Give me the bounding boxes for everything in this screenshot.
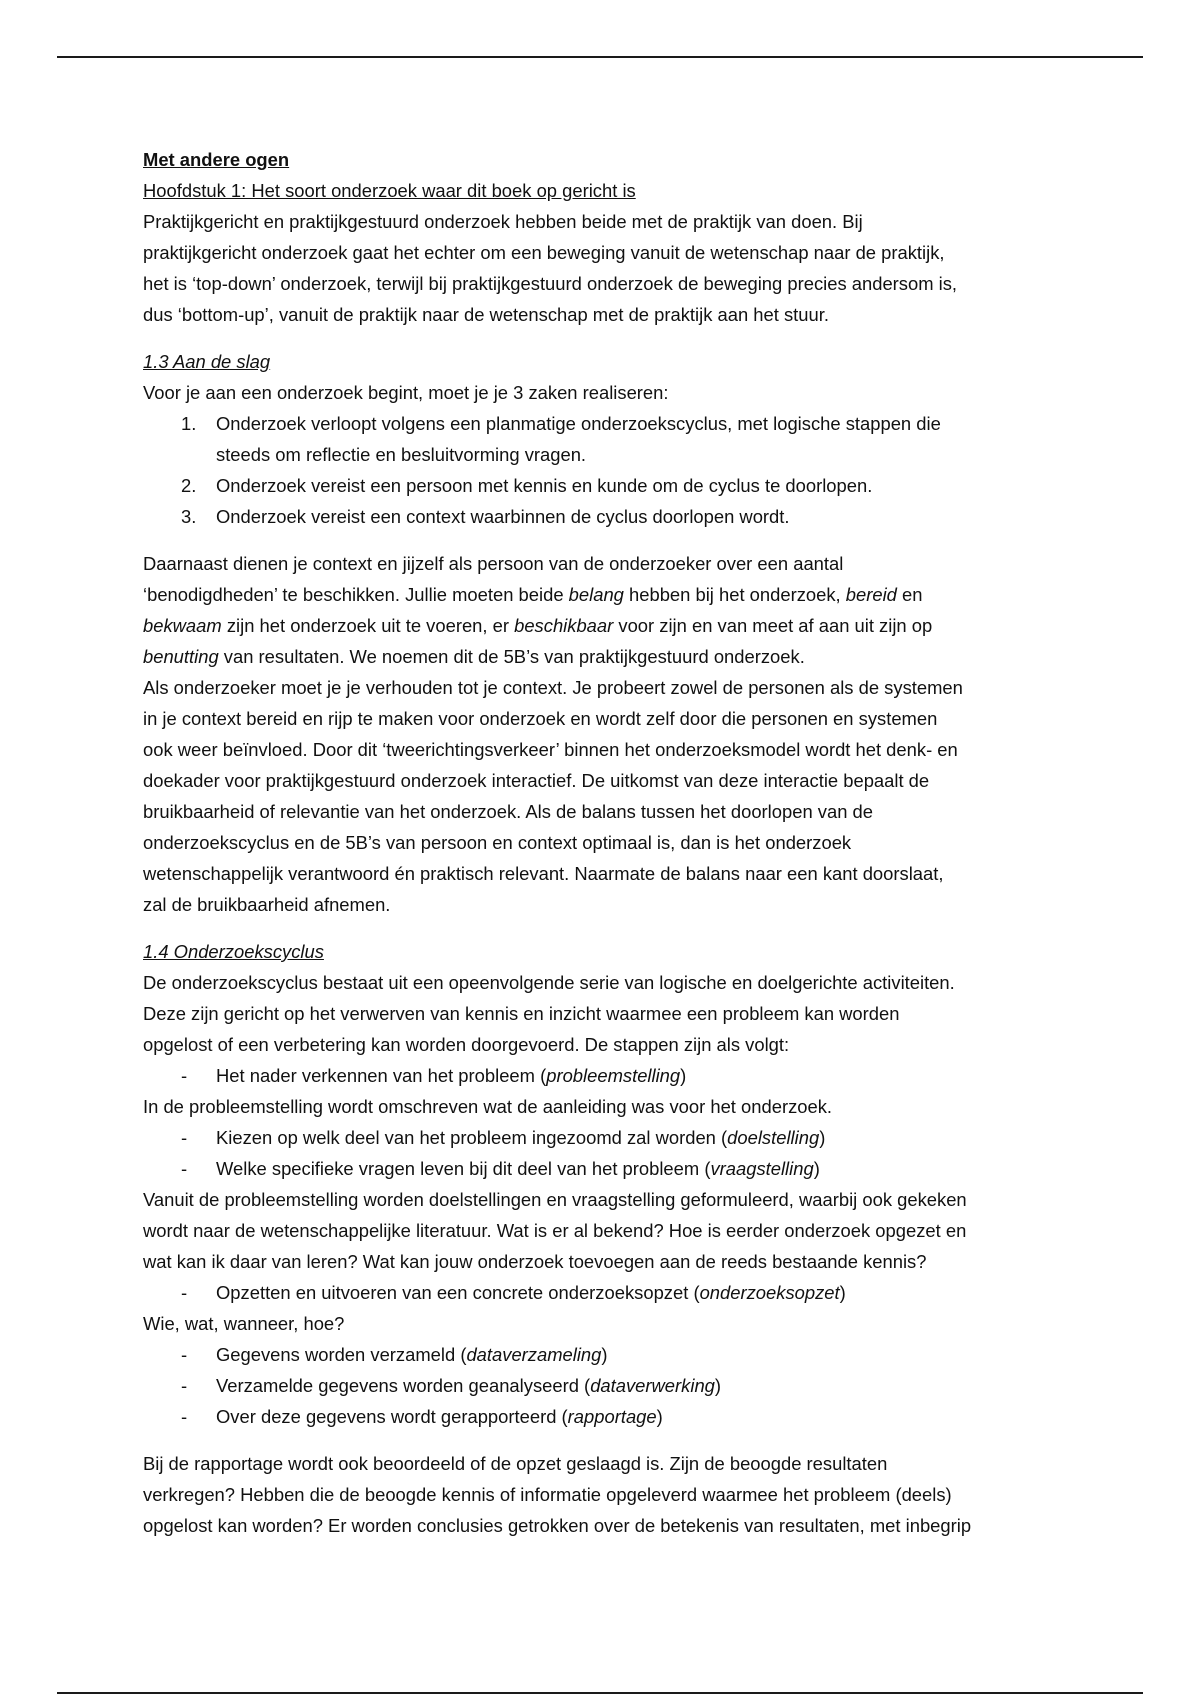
paragraph-line: dus ‘bottom-up’, vanuit de praktijk naar de wetenschap met de praktijk aan het stuur. [143, 304, 829, 325]
paragraph-line: zal de bruikbaarheid afnemen. [143, 894, 391, 915]
paragraph-line [143, 610, 1063, 641]
list-number: 3. [181, 506, 197, 527]
text-run: Over deze gegevens wordt gerapporteerd ( [216, 1406, 568, 1427]
bullet-dash: - [181, 1282, 188, 1303]
paragraph-line: in je context bereid en rijp te maken voor onderzoek en wordt zelf door die personen en systemen [143, 708, 938, 729]
step-note-paragraph [143, 1184, 1063, 1277]
text-run: ) [680, 1065, 687, 1086]
step-note: Wie, wat, wanneer, hoe? [143, 1313, 345, 1334]
emphasis-term: belang [568, 584, 624, 605]
paragraph-line: wordt naar de wetenschappelijke literatuur. Wat is er al bekend? Hoe is eerder onderzoek opgezet en [143, 1220, 967, 1241]
paragraph-line: Als onderzoeker moet je je verhouden tot je context. Je probeert zowel de personen als de systemen [143, 677, 963, 698]
context-paragraph [143, 672, 1063, 920]
intro-paragraph [143, 206, 1063, 330]
paragraph-line: Daarnaast dienen je context en jijzelf als persoon van de onderzoeker over een aantal [143, 553, 844, 574]
paragraph-line: verkregen? Hebben die de beoogde kennis of informatie opgeleverd waarmee het probleem (deels) [143, 1484, 952, 1505]
paragraph-line: Bij de rapportage wordt ook beoordeeld of de opzet geslaagd is. Zijn de beoogde resultaten [143, 1453, 888, 1474]
text-run: ) [656, 1406, 663, 1427]
list-item-text: steeds om reflectie en besluitvorming vragen. [216, 444, 587, 465]
five-b-paragraph [143, 548, 1063, 672]
text-run: Verzamelde gegevens worden geanalyseerd ( [216, 1375, 591, 1396]
list-item-text: Onderzoek vereist een persoon met kennis en kunde om de cyclus te doorlopen. [216, 475, 873, 496]
list-number: 1. [181, 413, 197, 434]
bullet-item [143, 1277, 1063, 1308]
document-title: Met andere ogen [143, 149, 290, 170]
emphasis-term: doelstelling [727, 1127, 820, 1148]
emphasis-term: bekwaam [143, 615, 222, 636]
emphasis-term: dataverzameling [466, 1344, 602, 1365]
paragraph-line: Vanuit de probleemstelling worden doelstellingen en vraagstelling geformuleerd, waarbij ook gekeken [143, 1189, 967, 1210]
emphasis-term: beschikbaar [514, 615, 614, 636]
paragraph-spacer [143, 920, 1063, 936]
emphasis-term: dataverwerking [590, 1375, 715, 1396]
list-number: 2. [181, 475, 197, 496]
text-run: ) [813, 1158, 820, 1179]
numbered-list [143, 408, 1063, 532]
chapter-heading: Hoofdstuk 1: Het soort onderzoek waar dit boek op gericht is [143, 180, 636, 201]
bullet-dash: - [181, 1127, 188, 1148]
paragraph-line: ook weer beïnvloed. Door dit ‘tweerichtingsverkeer’ binnen het onderzoeksmodel wordt het denk- en [143, 739, 958, 760]
text-run: Opzetten en uitvoeren van een concrete onderzoeksopzet ( [216, 1282, 700, 1303]
paragraph-line: Deze zijn gericht op het verwerven van kennis en inzicht waarmee een probleem kan worden [143, 1003, 900, 1024]
paragraph-line [143, 641, 1063, 672]
paragraph-spacer [143, 1432, 1063, 1448]
emphasis-term: rapportage [567, 1406, 657, 1427]
text-run: hebben bij het onderzoek, [623, 584, 846, 605]
paragraph-spacer [143, 532, 1063, 548]
paragraph-line: onderzoekscyclus en de 5B’s van persoon en context optimaal is, dan is het onderzoek [143, 832, 852, 853]
list-item [143, 501, 1063, 532]
text-run: ) [839, 1282, 846, 1303]
bullet-dash: - [181, 1344, 188, 1365]
section-lead: Voor je aan een onderzoek begint, moet je je 3 zaken realiseren: [143, 382, 669, 403]
emphasis-term: onderzoeksopzet [699, 1282, 840, 1303]
header-rule [57, 56, 1143, 58]
text-run: ) [714, 1375, 722, 1396]
paragraph-line: wetenschappelijk verantwoord én praktisch relevant. Naarmate de balans naar een kant doorslaat, [143, 863, 944, 884]
bullet-dash: - [181, 1065, 188, 1086]
text-run: ‘benodigdheden’ te beschikken. Jullie moeten beide [143, 584, 569, 605]
text-run: ) [601, 1344, 608, 1365]
list-item-text: Onderzoek vereist een context waarbinnen de cyclus doorlopen wordt. [216, 506, 790, 527]
bullet-item [143, 1401, 1063, 1432]
text-run: van resultaten. We noemen dit de 5B’s van praktijkgestuurd onderzoek. [218, 646, 805, 667]
emphasis-term: benutting [143, 646, 219, 667]
paragraph-line: wat kan ik daar van leren? Wat kan jouw onderzoek toevoegen aan de reeds bestaande kennis? [143, 1251, 927, 1272]
bullet-item [143, 1060, 1063, 1091]
bullet-item [143, 1153, 1063, 1184]
paragraph-line: doekader voor praktijkgestuurd onderzoek interactief. De uitkomst van deze interactie bepaalt de [143, 770, 930, 791]
bullet-dash: - [181, 1375, 188, 1396]
footer-rule [57, 1692, 1143, 1694]
paragraph-line: opgelost kan worden? Er worden conclusies getrokken over de betekenis van resultaten, met inbegrip [143, 1515, 972, 1536]
bullet-item [143, 1370, 1063, 1401]
section-heading-1-4: 1.4 Onderzoekscyclus [143, 941, 324, 962]
paragraph-spacer [143, 330, 1063, 346]
paragraph-line: het is ‘top-down’ onderzoek, terwijl bij praktijkgestuurd onderzoek de beweging precies andersom is, [143, 273, 958, 294]
paragraph-line: De onderzoekscyclus bestaat uit een opeenvolgende serie van logische en doelgerichte activiteiten. [143, 972, 955, 993]
emphasis-term: bereid [845, 584, 897, 605]
list-item [143, 470, 1063, 501]
closing-paragraph [143, 1448, 1063, 1541]
paragraph-line: Praktijkgericht en praktijkgestuurd onderzoek hebben beide met de praktijk van doen. Bij [143, 211, 863, 232]
paragraph-line: bruikbaarheid of relevantie van het onderzoek. Als de balans tussen het doorlopen van de [143, 801, 873, 822]
text-run: Kiezen op welk deel van het probleem ingezoomd zal worden ( [216, 1127, 728, 1148]
bullet-dash: - [181, 1158, 188, 1179]
document-body [143, 144, 1063, 1541]
list-item-text: Onderzoek verloopt volgens een planmatige onderzoekscyclus, met logische stappen die [216, 413, 941, 434]
paragraph-line: praktijkgericht onderzoek gaat het echter om een beweging vanuit de wetenschap naar de praktijk, [143, 242, 945, 263]
cycle-intro-paragraph [143, 967, 1063, 1060]
emphasis-term: vraagstelling [710, 1158, 814, 1179]
section-heading-1-3: 1.3 Aan de slag [143, 351, 271, 372]
list-item [143, 408, 1063, 470]
bullet-item [143, 1339, 1063, 1370]
text-run: en [896, 584, 923, 605]
text-run: voor zijn en van meet af aan uit zijn op [613, 615, 933, 636]
text-run: Het nader verkennen van het probleem ( [216, 1065, 547, 1086]
text-run: zijn het onderzoek uit te voeren, er [221, 615, 515, 636]
step-note: In de probleemstelling wordt omschreven wat de aanleiding was voor het onderzoek. [143, 1096, 833, 1117]
bullet-dash: - [181, 1406, 188, 1427]
paragraph-line [143, 579, 1063, 610]
bullet-item [143, 1122, 1063, 1153]
text-run: ) [819, 1127, 826, 1148]
emphasis-term: probleemstelling [546, 1065, 681, 1086]
text-run: Welke specifieke vragen leven bij dit deel van het probleem ( [216, 1158, 711, 1179]
paragraph-line: opgelost of een verbetering kan worden doorgevoerd. De stappen zijn als volgt: [143, 1034, 790, 1055]
text-run: Gegevens worden verzameld ( [216, 1344, 467, 1365]
